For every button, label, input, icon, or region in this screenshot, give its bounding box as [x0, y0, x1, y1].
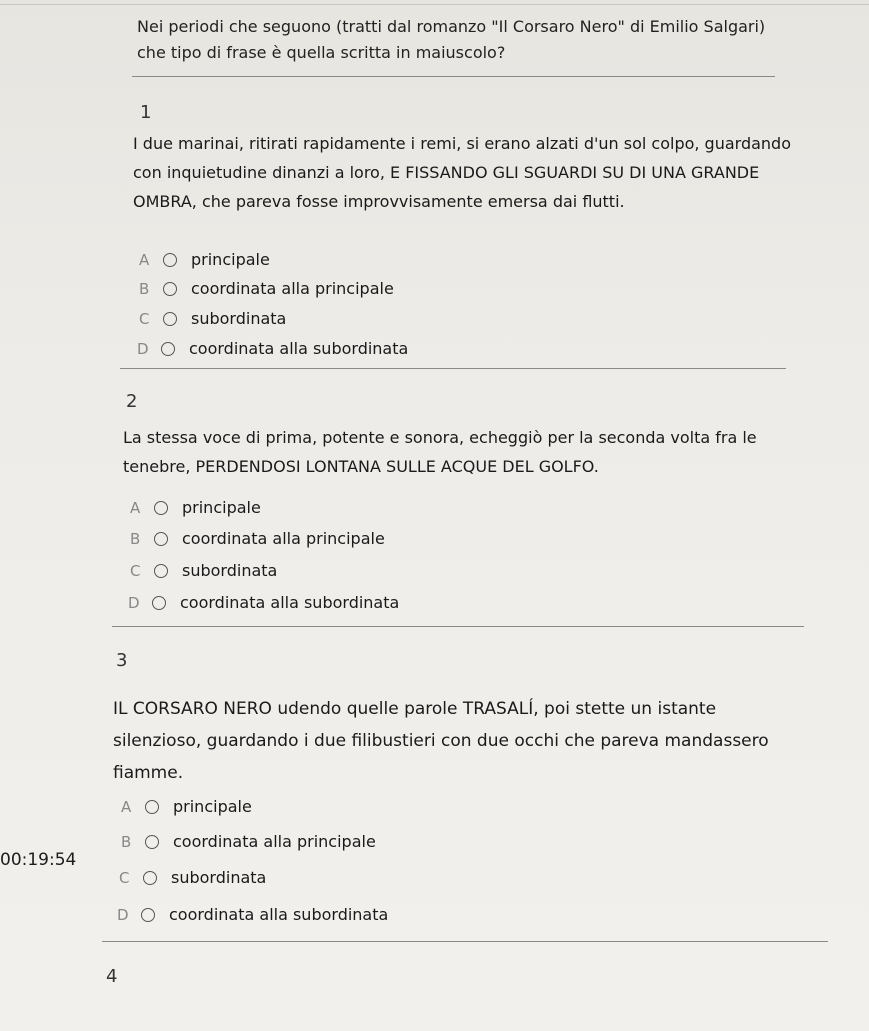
option-letter: B — [139, 279, 150, 298]
question-number: 3 — [116, 650, 128, 671]
top-border — [0, 4, 869, 5]
divider — [102, 941, 828, 942]
option-letter: B — [121, 832, 132, 851]
question-number: 4 — [106, 966, 118, 987]
option-b[interactable] — [130, 529, 385, 548]
option-label: principale — [191, 250, 270, 269]
option-c[interactable] — [130, 561, 277, 580]
option-letter: D — [137, 339, 149, 358]
option-label: subordinata — [182, 561, 278, 580]
radio-button-icon[interactable] — [163, 312, 177, 326]
radio-button-icon[interactable] — [163, 282, 177, 296]
option-c[interactable] — [119, 868, 266, 887]
option-letter: A — [121, 797, 132, 816]
divider — [112, 626, 804, 627]
question-text: I due marinai, ritirati rapidamente i remi, si erano alzati d'un sol colpo, guardando con inquietudine dinanzi a loro, E FISSANDO GLI SGUARDI SU DI UNA GRANDE OMBRA, che pareva fosse improvvisamente emersa dai flutti. — [133, 134, 791, 211]
instructions-text: Nei periodi che seguono (tratti dal romanzo "Il Corsaro Nero" di Emilio Salgari) che tipo di frase è quella scritta in maiuscolo? — [137, 17, 766, 62]
radio-button-icon[interactable] — [154, 532, 168, 546]
radio-button-icon[interactable] — [145, 835, 159, 849]
radio-button-icon[interactable] — [143, 871, 157, 885]
option-label: coordinata alla principale — [182, 529, 385, 548]
question-number: 1 — [140, 102, 152, 123]
option-c[interactable] — [139, 309, 286, 328]
option-a[interactable] — [130, 498, 261, 517]
option-label: subordinata — [191, 309, 287, 328]
option-b[interactable] — [139, 279, 394, 298]
radio-button-icon[interactable] — [163, 253, 177, 267]
question-text: IL CORSARO NERO udendo quelle parole TRASALÍ, poi stette un istante silenzioso, guardando i due filibustieri con due occhi che pareva mandassero fiamme. — [113, 699, 769, 783]
option-label: coordinata alla subordinata — [169, 905, 389, 924]
option-label: principale — [173, 797, 252, 816]
option-letter: C — [139, 309, 150, 328]
question-text: La stessa voce di prima, potente e sonora, echeggiò per la seconda volta fra le tenebre, PERDENDOSI LONTANA SULLE ACQUE DEL GOLFO. — [123, 428, 757, 476]
option-label: subordinata — [171, 868, 267, 887]
option-d[interactable] — [128, 593, 399, 612]
option-letter: A — [130, 498, 141, 517]
option-letter: B — [130, 529, 141, 548]
countdown-timer: 00:19:54 — [0, 850, 77, 870]
option-a[interactable] — [121, 797, 252, 816]
radio-button-icon[interactable] — [154, 564, 168, 578]
option-label: principale — [182, 498, 261, 517]
option-b[interactable] — [121, 832, 376, 851]
radio-button-icon[interactable] — [161, 342, 175, 356]
divider — [132, 76, 775, 77]
option-letter: D — [117, 905, 129, 924]
option-letter: C — [119, 868, 130, 887]
option-letter: D — [128, 593, 140, 612]
radio-button-icon[interactable] — [141, 908, 155, 922]
radio-button-icon[interactable] — [154, 501, 168, 515]
option-letter: A — [139, 250, 150, 269]
option-d[interactable] — [117, 905, 388, 924]
radio-button-icon[interactable] — [152, 596, 166, 610]
option-label: coordinata alla subordinata — [189, 339, 409, 358]
option-d[interactable] — [137, 339, 408, 358]
option-a[interactable] — [139, 250, 270, 269]
option-label: coordinata alla principale — [191, 279, 394, 298]
question-number: 2 — [126, 391, 138, 412]
option-label: coordinata alla subordinata — [180, 593, 400, 612]
option-letter: C — [130, 561, 141, 580]
option-label: coordinata alla principale — [173, 832, 376, 851]
divider — [120, 368, 786, 369]
radio-button-icon[interactable] — [145, 800, 159, 814]
